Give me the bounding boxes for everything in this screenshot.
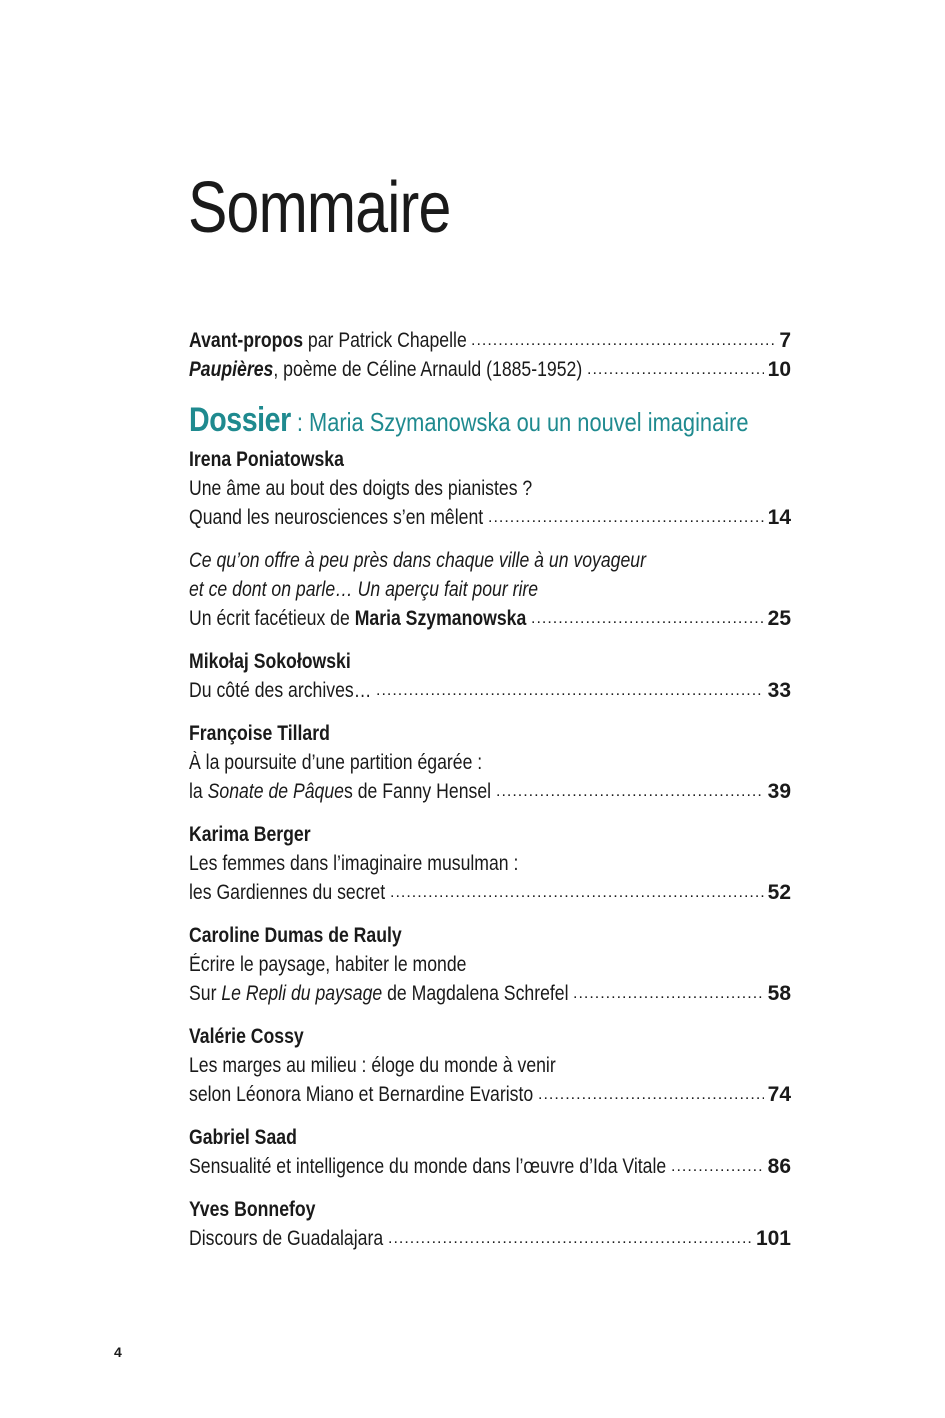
entry-author: Irena Poniatowska [189, 448, 344, 471]
dossier-label: Dossier [189, 401, 291, 439]
page-number: 14 [767, 506, 791, 529]
dot-leader [671, 1152, 764, 1181]
page-number: 7 [779, 329, 791, 352]
dossier-heading [189, 401, 791, 439]
entry-title-line: Un écrit facétieux de [189, 607, 355, 630]
dot-leader [488, 503, 764, 532]
entry-author: Yves Bonnefoy [189, 1198, 316, 1221]
entry-title-line: la [189, 780, 208, 803]
page-number: 33 [767, 679, 791, 702]
page-number: 58 [767, 982, 791, 1005]
entry-title-line: Écrire le paysage, habiter le monde [189, 953, 467, 976]
page-number: 25 [767, 607, 791, 630]
entry-title-line: Sensualité et intelligence du monde dans l’œuvre d’Ida Vitale [189, 1155, 667, 1178]
toc-entry[interactable] [189, 921, 791, 1008]
entry-author: Valérie Cossy [189, 1025, 304, 1048]
page-number: 39 [767, 780, 791, 803]
toc-entry-foreword[interactable] [189, 326, 791, 355]
entry-author: Caroline Dumas de Rauly [189, 924, 402, 947]
entry-author: Karima Berger [189, 823, 311, 846]
entry-author-inline: Maria Szymanowska [354, 607, 527, 630]
toc-entry[interactable] [189, 546, 791, 633]
toc-entry-poem[interactable] [189, 355, 791, 384]
dot-leader [471, 326, 775, 355]
page-number: 52 [767, 881, 791, 904]
entry-title-italic: et ce dont on parle… Un aperçu fait pour rire [189, 578, 539, 601]
entry-title-line: s de Fanny Hensel [343, 780, 492, 803]
dot-leader [376, 676, 764, 705]
entry-title-line: Les femmes dans l’imaginaire musulman : [189, 852, 519, 875]
entry-title-line: Du côté des archives… [189, 679, 372, 702]
entry-title-italic: Ce qu’on offre à peu près dans chaque ville à un voyageur [189, 549, 646, 572]
toc-entry[interactable] [189, 445, 791, 532]
page-title: Sommaire [188, 168, 451, 248]
toc-entry[interactable] [189, 1123, 791, 1181]
entry-author: Françoise Tillard [189, 722, 330, 745]
dot-leader [587, 355, 764, 384]
entry-title-line: Les marges au milieu : éloge du monde à venir [189, 1054, 556, 1077]
entry-title-line: Sur [189, 982, 222, 1005]
dot-leader [390, 878, 764, 907]
poem-description: , poème de Céline Arnauld (1885-1952) [273, 358, 583, 381]
entry-title-line: Quand les neurosciences s’en mêlent [189, 506, 484, 529]
table-of-contents [189, 326, 791, 1253]
entry-title-italic: Sonate de Pâque [207, 780, 344, 803]
dot-leader [496, 777, 764, 806]
toc-entry[interactable] [189, 1195, 791, 1253]
entry-author: Gabriel Saad [189, 1126, 297, 1149]
page-folio: 4 [114, 1344, 122, 1360]
entry-title-line: Une âme au bout des doigts des pianistes ? [189, 477, 533, 500]
page-number: 74 [767, 1083, 791, 1106]
entry-title-line: À la poursuite d’une partition égarée : [189, 751, 483, 774]
dot-leader [388, 1224, 752, 1253]
page-number: 10 [767, 358, 791, 381]
page-number: 86 [767, 1155, 791, 1178]
foreword-label: Avant-propos [189, 329, 304, 352]
page-number: 101 [755, 1227, 791, 1250]
entry-title-italic: Le Repli du paysage [221, 982, 383, 1005]
toc-entry[interactable] [189, 820, 791, 907]
dot-leader [531, 604, 764, 633]
toc-entry[interactable] [189, 719, 791, 806]
dot-leader [538, 1080, 764, 1109]
toc-entry[interactable] [189, 647, 791, 705]
dot-leader [573, 979, 764, 1008]
dossier-subtitle: : Maria Szymanowska ou un nouvel imaginaire [290, 407, 749, 437]
poem-title: Paupières [189, 358, 274, 381]
foreword-author: par Patrick Chapelle [303, 329, 467, 352]
entry-title-line: les Gardiennes du secret [189, 881, 386, 904]
toc-entry[interactable] [189, 1022, 791, 1109]
entry-title-line: selon Léonora Miano et Bernardine Evaristo [189, 1083, 534, 1106]
entry-title-line: de Magdalena Schrefel [382, 982, 569, 1005]
entry-title-line: Discours de Guadalajara [189, 1227, 384, 1250]
entry-author: Mikołaj Sokołowski [189, 650, 351, 673]
